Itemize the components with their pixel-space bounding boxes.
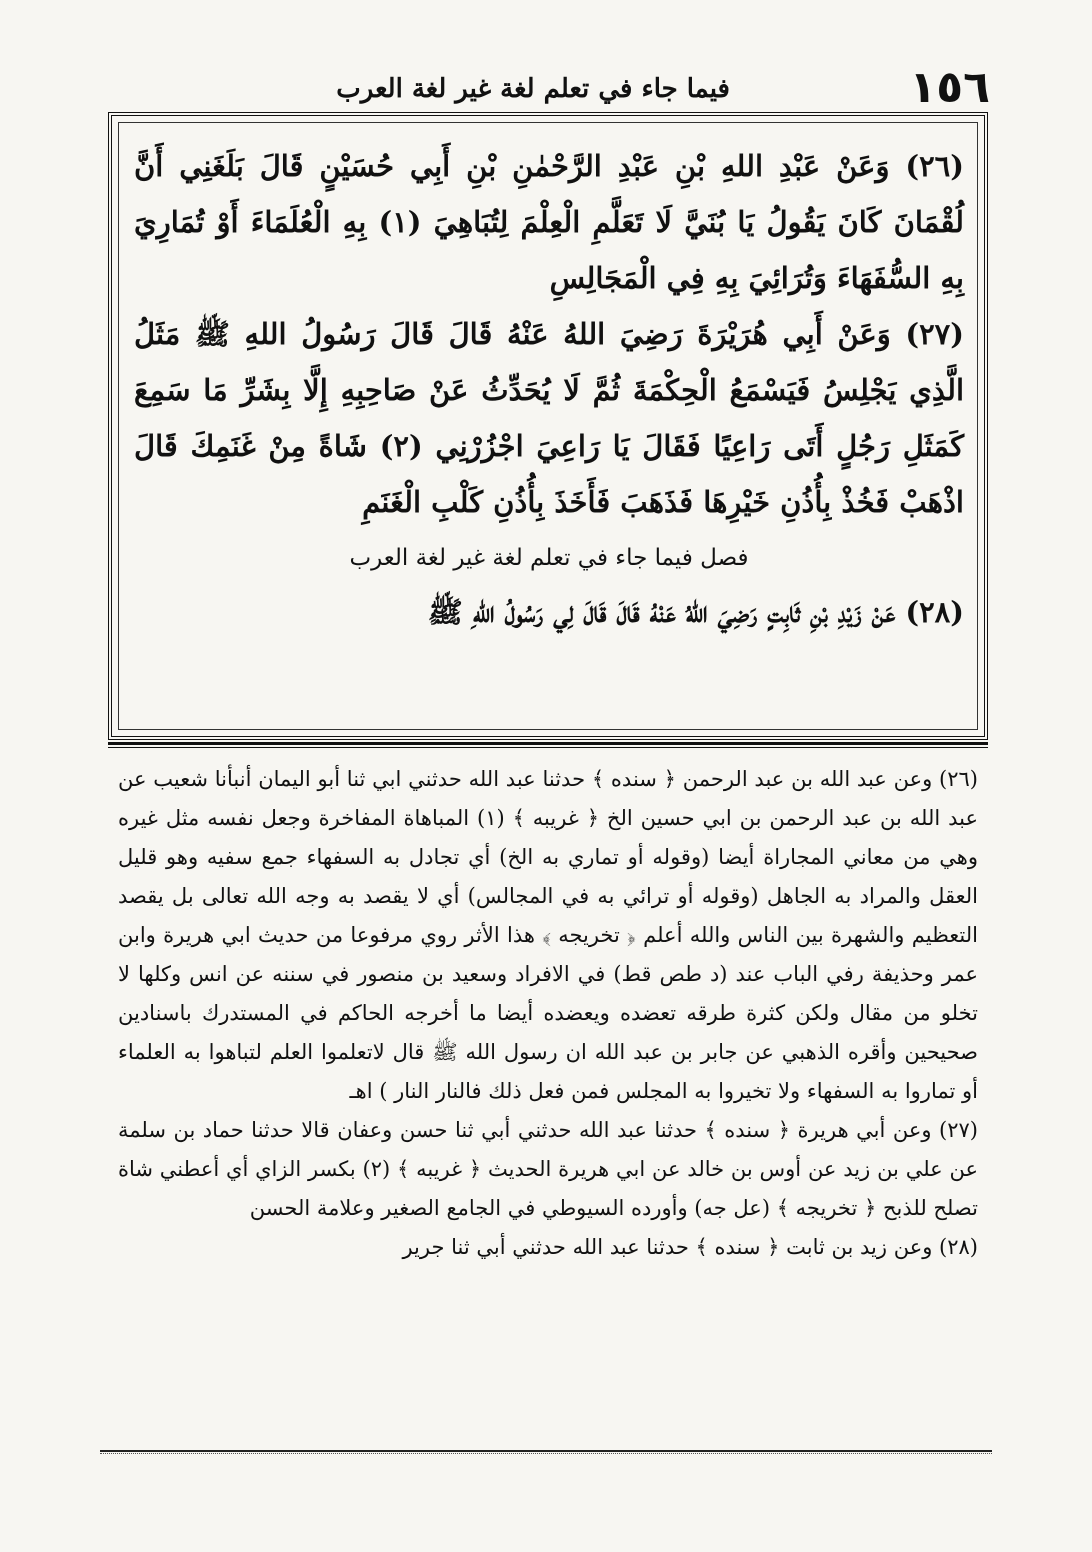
commentary-notes [118,760,978,1267]
note-28: (٢٨) وعن زيد بن ثابت ﴿ سنده ﴾ حدثنا عبد الله حدثني أبي ثنا جرير [402,1235,978,1259]
note-27: (٢٧) وعن أبي هريرة ﴿ سنده ﴾ حدثنا عبد الله حدثني أبي ثنا حسن وعفان قالا حدثنا حماد بن سلمة عن علي بن زيد عن أوس بن خالد عن ابي هريرة الحديث ﴿ غريبه ﴾ (٢) بكسر الزاي أي أعطني شاة تصلح للذبح ﴿ تخريجه ﴾ (عل جه) وأورده السيوطي في الجامع الصغير وعلامة الحسن [118,1118,978,1220]
running-head: فيما جاء في تعلم لغة غير لغة العرب [336,74,730,104]
main-text [134,138,964,640]
section-title: فصل فيما جاء في تعلم لغة غير لغة العرب [349,545,749,571]
footnote-divider [108,742,988,748]
note-26: (٢٦) وعن عبد الله بن عبد الرحمن ﴿ سنده ﴾ حدثنا عبد الله حدثني ابي ثنا أبو اليمان أنبأنا شعيب عن عبد الله بن عبد الرحمن بن ابي حسين الخ ﴿ غريبه ﴾ (١) المباهاة المفاخرة وجعل نفسه مثل غيره وهي من معاني المجاراة أيضا (وقوله أو تماري به الخ) أي تجادل به السفهاء جمع سفيه وهو قليل العقل والمراد به الجاهل (وقوله أو ترائي به في المجالس) أي لا يقصد به وجه الله تعالى بل يقصد التعظيم والشهرة بين الناس والله أعلم ﴿ تخريجه ﴾ هذا الأثر روي مرفوعا من حديث ابي هريرة وابن عمر وحذيفة رفي الباب عند (د طص قط) في الافراد وسعيد بن منصور في سننه عن انس وكلها لا تخلو من مقال ولكن كثرة طرقه تعضده ويعضده أيضا ما أخرجه الحاكم في المستدرك باسنادين صحيحين وأقره الذهبي عن جابر بن عبد الله ان رسول الله ﷺ قال لاتعلموا العلم لتباهوا به العلماء أو تماروا به السفهاء ولا تخيروا به المجلس فمن فعل ذلك فالنار النار ) اهـ [118,767,978,1103]
hadith-27: (٢٧) وَعَنْ أَبِي هُرَيْرَةَ رَضِيَ اللهُ عَنْهُ قَالَ قَالَ رَسُولُ اللهِ ﷺ مَثَلُ الَّذِي يَجْلِسُ فَيَسْمَعُ الْحِكْمَةَ ثُمَّ لَا يُحَدِّثُ عَنْ صَاحِبِهِ إِلَّا بِشَرِّ مَا سَمِعَ كَمَثَلِ رَجُلٍ أَتَى رَاعِيًا فَقَالَ يَا رَاعِيَ اجْزُرْنِي (٢) شَاةً مِنْ غَنَمِكَ قَالَ اذْهَبْ فَخُذْ بِأُذُنِ خَيْرِهَا فَذَهَبَ فَأَخَذَ بِأُذُنِ كَلْبِ الْغَنَمِ [134,317,964,519]
hadith-26: (٢٦) وَعَنْ عَبْدِ اللهِ بْنِ عَبْدِ الرَّحْمٰنِ بْنِ أَبِي حُسَيْنٍ قَالَ بَلَغَنِي أَنَّ لُقْمَانَ كَانَ يَقُولُ يَا بُنَيَّ لَا تَعَلَّمِ الْعِلْمَ لِتُبَاهِيَ (١) بِهِ الْعُلَمَاءَ أَوْ تُمَارِيَ بِهِ السُّفَهَاءَ وَتُرَائِيَ بِهِ فِي الْمَجَالِسِ [134,149,964,295]
page-header [110,62,990,112]
bottom-rule [100,1450,992,1454]
hadith-28: (٢٨) عَنْ زَيْدِ بْنِ ثَابِتٍ رَضِيَ اللهُ عَنْهُ قَالَ قَالَ لِي رَسُولُ اللهِ ﷺ [427,595,964,629]
main-text-frame [108,112,988,740]
page-number: ١٥٦ [909,62,990,113]
